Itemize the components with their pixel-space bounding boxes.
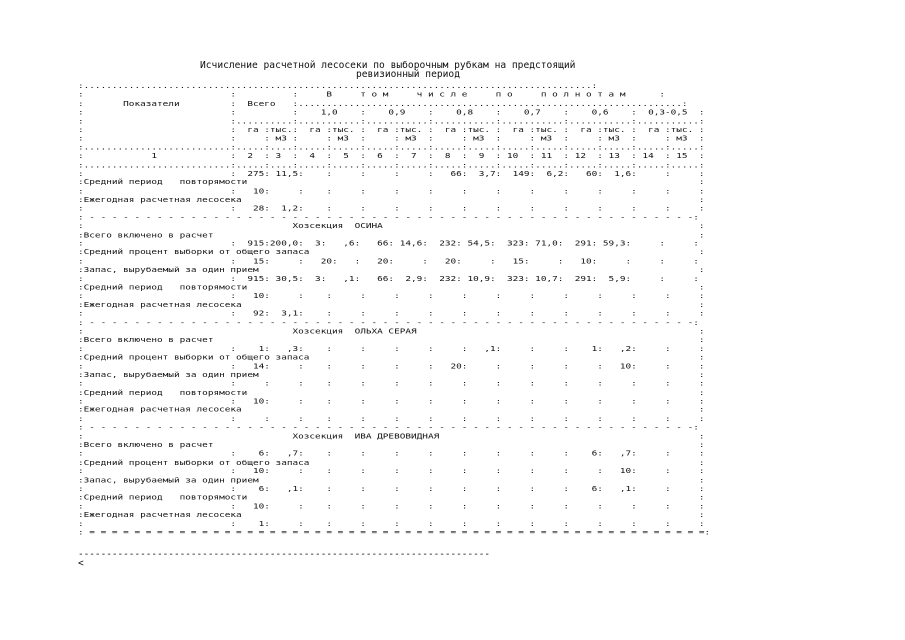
footer-mark: < [78,558,84,569]
table-row: :Ежегодная расчетная лесосека : [78,510,705,520]
table-body [78,170,758,538]
footer-rule: ------------------------------------------------------------------------- [78,549,491,560]
table-row: : : 1: ,3: : : : : : ,1: : : 1: ,2: : : [78,344,705,354]
document-subtitle: ревизионный период [356,69,460,80]
table-row: :Средний период повторямости : [78,178,705,187]
table-row: : : 92: 3,1: : : : : : : : : : : : : [78,309,705,319]
table-row: : - - - - - - - - - - - - - - - - - - - - - - - - - - - - - - - - - - - - - - - - - - - - - - - - - - - - - -: [78,318,699,327]
table-row: :Запас, вырубаемый за один прием : [78,265,705,275]
table-header-row: :..........................:.....:....:.....:.....:.....:.....:.....:.....:.....:.....:.....:.....:.....:.....: [78,160,705,170]
table-header [78,82,758,170]
table-row: : - - - - - - - - - - - - - - - - - - - - - - - - - - - - - - - - - - - - - - - - - - - - - - - - - - - - - -: [78,423,699,432]
table-row: : : : : : : : : : : : : : : : : [78,379,705,389]
table-header-row: : Показатели : Всего :....................................................................: [78,99,688,108]
table-header-row: : : : В т о м ч и с л е п о п о л н о т а м : [78,90,665,100]
table-header-row: : 1 : 2 : 3 : 4 : 5 : 6 : 7 : 8 : 9 : 10 : 11 : 12 : 13 : 14 : 15 : [78,152,705,161]
table-header-row: : :..........:...........:...........:...........:...........:...........:...........: [78,117,705,126]
table-row: :Средний период повторямости : [78,388,705,397]
table-row: :Средний период повторямости : [78,493,705,502]
table-row: : - - - - - - - - - - - - - - - - - - - - - - - - - - - - - - - - - - - - - - - - - - - - - - - - - - - - - -: [78,213,699,222]
table-row: : : 28: 1,2: : : : : : : : : : : : : [78,204,705,214]
table-row: : : 1: : : : : : : : : : : : : : [78,519,705,529]
table-row: : : 14: : : : : : 20: : : : : 10: : : [78,362,705,371]
table-row: : : 275: 11,5: : : : : 66: 3,7: 149: 6,2: 60: 1,6: : : [78,169,705,179]
table-row: :Всего включено в расчет : [78,335,705,345]
table-row: :Всего включено в расчет : [78,230,705,240]
table-row: :Средний период повторямости : [78,283,705,292]
table-row: : : 10: : : : : : : : : : : : : : [78,502,705,511]
table-row: : : 10: : : : : : : : : : : : : : [78,397,705,406]
table-row: : Хозсекция ОСИНА : [78,222,705,231]
table-row: : : 915:200,0: 3: ,6: 66: 14,6: 232: 54,5: 323: 71,0: 291: 59,3: : : [78,239,699,249]
table-row: :Запас, вырубаемый за один прием : [78,370,705,380]
table-row: :Ежегодная расчетная лесосека : [78,405,705,415]
table-row: :Всего включено в расчет : [78,440,705,450]
table-row: : : 10: : : : : : : : : : : : : : [78,292,705,301]
table-row: :Средний процент выборки от общего запаса : [78,248,705,257]
table-header-row: : : га :тыс.: га :тыс. : га :тыс. : га :тыс. : га :тыс. : га :тыс. : га :тыс. : [78,125,705,135]
table-row: : : 10: : : : : : : : : : : : : : [78,187,705,196]
table-header-row: :..........................................................................................: [78,82,598,91]
table-row: : = = = = = = = = = = = = = = = = = = = = = = = = = = = = = = = = = = = = = = = = = = = = = = = = = = = = = = =: [78,528,711,537]
calculation-table [78,82,758,537]
table-row: : : 15: : 20: : 20: : 20: : 15: : 10: : : : [78,257,699,266]
table-row: :Ежегодная расчетная лесосека : [78,300,705,310]
table-row: :Запас, вырубаемый за один прием : [78,475,705,485]
table-row: :Средний процент выборки от общего запаса : [78,353,705,362]
table-row: :Ежегодная расчетная лесосека : [78,195,705,205]
table-header-row: :..........................:.....:....:.....:.....:.....:.....:.....:.....:.....:.....:.....:.....:.....:.....: [78,143,705,152]
table-row: : Хозсекция ОЛЬХА СЕРАЯ : [78,327,705,336]
table-row: : : 6: ,1: : : : : : : : : 6: ,1: : : [78,484,705,494]
table-header-row: : : : 1,0 : 0,9 : 0,8 : 0,7 : 0,6 : 0,3-0,5 : [78,108,705,117]
document-title: Исчисление расчетной лесосеки по выборочным рубкам на предстоящий [200,60,576,71]
table-header-row: : : : м3 : : м3 : : м3 : : м3 : : м3 : : м3 : : м3 : [78,134,705,143]
table-row: :Средний процент выборки от общего запаса : [78,458,705,467]
table-row: : : 10: : : : : : : : : : : 10: : : [78,467,705,476]
table-row: : : : : : : : : : : : : : : : : [78,414,705,424]
table-row: : : 6: ,7: : : : : : : : : 6: ,7: : : [78,449,705,459]
table-row: : : 915: 30,5: 3: ,1: 66: 2,9: 232: 10,9: 323: 10,7: 291: 5,9: : : [78,274,699,284]
table-row: : Хозсекция ИВА ДРЕВОВИДНАЯ : [78,432,705,441]
